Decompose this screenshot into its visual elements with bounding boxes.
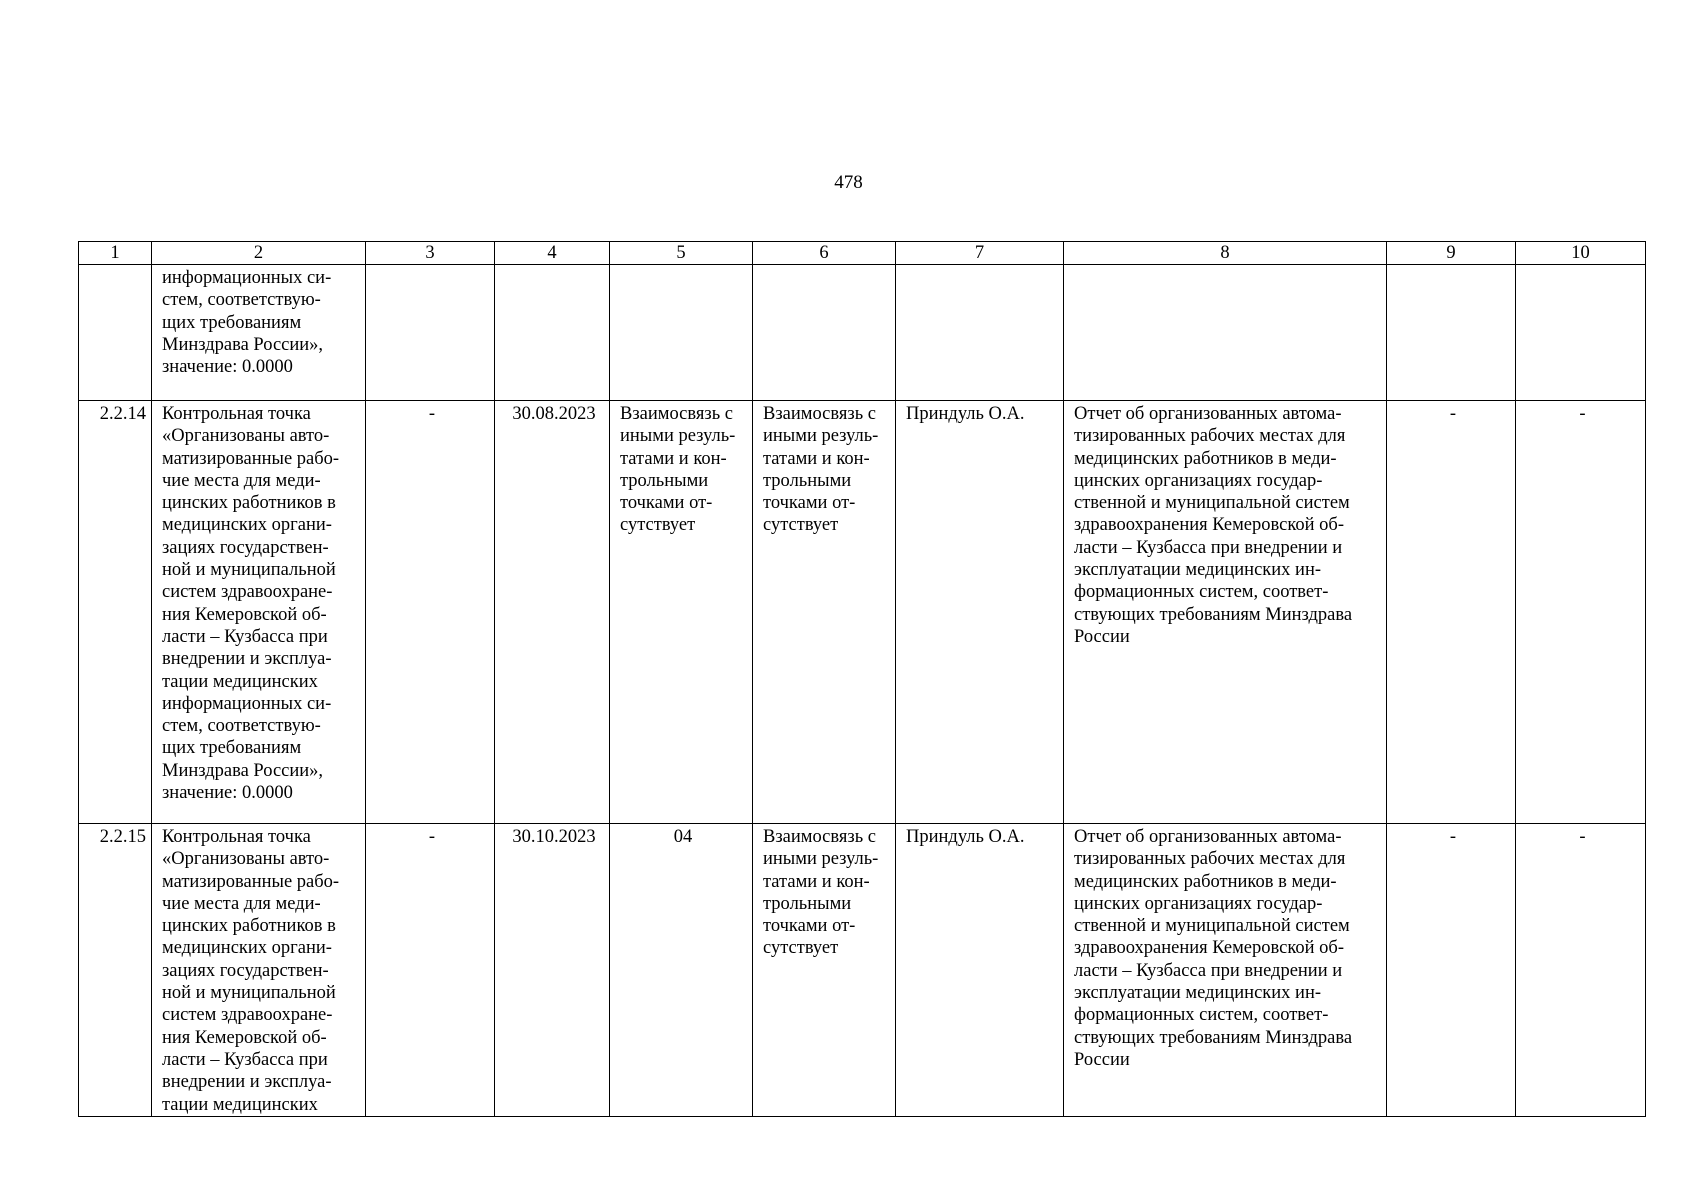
- table-header-row: [79, 242, 1646, 265]
- plan-table: [78, 241, 1646, 1117]
- document-cell: [1064, 265, 1387, 401]
- page-number: 478: [834, 172, 863, 193]
- column-header: 5: [610, 242, 753, 265]
- date-cell: [495, 265, 610, 401]
- table-cell: -: [366, 401, 495, 824]
- table-cell: Взаимосвязь с иными резуль- татами и кон- трольными точками от- сутствует: [753, 401, 896, 824]
- table-cell: -: [1387, 401, 1516, 824]
- responsible-cell: [896, 265, 1064, 401]
- description-cell: Контрольная точка «Организованы авто- матизированные рабо- чие места для меди- цинских работников в медицинских органи- зациях государствен- ной и муниципальной систем здравоохране- ния Кемеровской об- ласти – Кузбасса при внедрении и эксплуа- тации медицинских информационных си- стем, соответствую- щих требованиям Минздрава России», значение: 0.0000: [152, 401, 366, 824]
- description-cell: информационных си- стем, соответствую- щих требованиям Минздрава России», значение: 0.0000: [152, 265, 366, 401]
- table-row: [79, 401, 1646, 824]
- table-cell: -: [1387, 824, 1516, 1117]
- table-row: [79, 824, 1646, 1117]
- table-cell: Взаимосвязь с иными резуль- татами и кон- трольными точками от- сутствует: [610, 401, 753, 824]
- column-header: 3: [366, 242, 495, 265]
- responsible-cell: Приндуль О.А.: [896, 824, 1064, 1117]
- row-number-cell: 2.2.15: [79, 824, 152, 1117]
- column-header: 1: [79, 242, 152, 265]
- table-cell: 04: [610, 824, 753, 1117]
- date-cell: 30.10.2023: [495, 824, 610, 1117]
- column-header: 10: [1516, 242, 1646, 265]
- table-cell: -: [1516, 824, 1646, 1117]
- table-row: [79, 265, 1646, 401]
- row-number-cell: [79, 265, 152, 401]
- table-cell: Взаимосвязь с иными резуль- татами и кон- трольными точками от- сутствует: [753, 824, 896, 1117]
- column-header: 2: [152, 242, 366, 265]
- table-cell: [610, 265, 753, 401]
- date-cell: 30.08.2023: [495, 401, 610, 824]
- description-cell: Контрольная точка «Организованы авто- матизированные рабо- чие места для меди- цинских работников в медицинских органи- зациях государствен- ной и муниципальной систем здравоохране- ния Кемеровской об- ласти – Кузбасса при внедрении и эксплуа- тации медицинских: [152, 824, 366, 1117]
- table-cell: [366, 265, 495, 401]
- table-cell: [1516, 265, 1646, 401]
- document-cell: Отчет об организованных автома- тизированных рабочих местах для медицинских работников в меди- цинских организациях государ- ственной и муниципальной систем здравоохранения Кемеровской об- ласти – Кузбасса при внедрении и эксплуатации медицинских ин- формационных систем, соответ- ствующих требованиям Минздрава России: [1064, 401, 1387, 824]
- column-header: 9: [1387, 242, 1516, 265]
- column-header: 4: [495, 242, 610, 265]
- table-cell: -: [366, 824, 495, 1117]
- row-number-cell: 2.2.14: [79, 401, 152, 824]
- responsible-cell: Приндуль О.А.: [896, 401, 1064, 824]
- table-cell: -: [1516, 401, 1646, 824]
- column-header: 8: [1064, 242, 1387, 265]
- column-header: 6: [753, 242, 896, 265]
- table-cell: [1387, 265, 1516, 401]
- document-cell: Отчет об организованных автома- тизированных рабочих местах для медицинских работников в меди- цинских организациях государ- ственной и муниципальной систем здравоохранения Кемеровской об- ласти – Кузбасса при внедрении и эксплуатации медицинских ин- формационных систем, соответ- ствующих требованиям Минздрава России: [1064, 824, 1387, 1117]
- table-cell: [753, 265, 896, 401]
- column-header: 7: [896, 242, 1064, 265]
